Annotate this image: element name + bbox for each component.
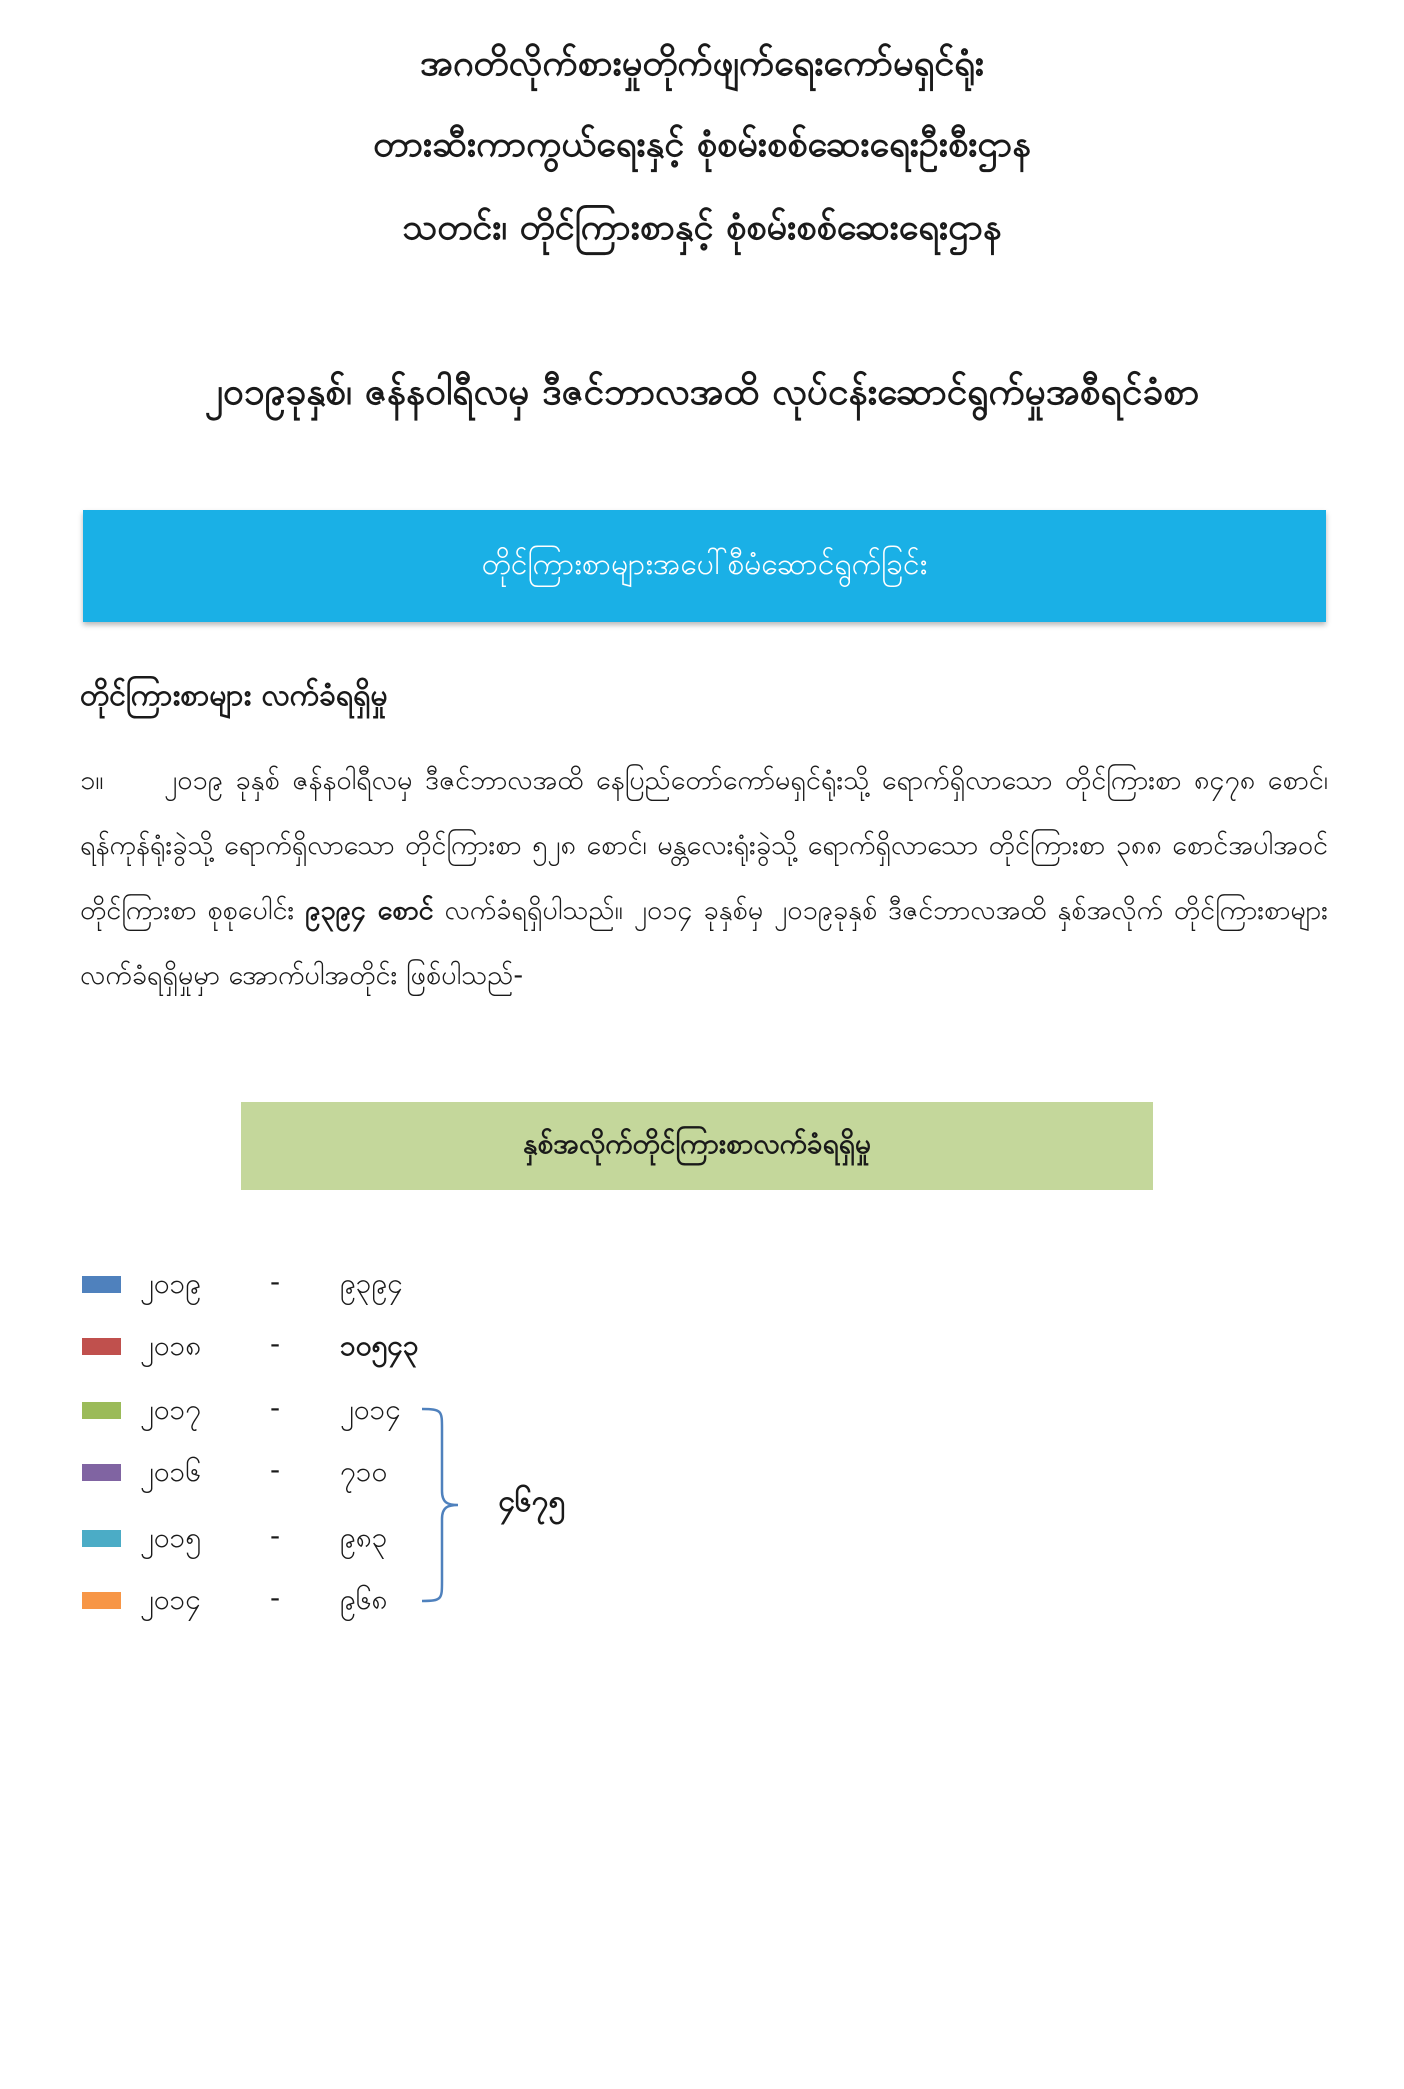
section-banner [83,510,1326,622]
legend-row [80,1320,500,1370]
legend-swatch [82,1338,121,1355]
legend-row [80,1258,500,1308]
yearly-subtitle-box [241,1102,1153,1190]
organization-name: အဂတိလိုက်စားမှုတိုက်ဖျက်ရေးကော်မရှင်ရုံး [419,43,985,84]
legend-year: ၂၀၁၆ [140,1455,202,1488]
section-name: သတင်း၊ တိုင်ကြားစာနှင့် စုံစမ်းစစ်ဆေးရေးဌာန [402,207,1002,248]
legend-swatch [82,1402,121,1419]
legend-value: ၇၁၀ [340,1455,388,1488]
legend-year: ၂၀၁၅ [140,1521,202,1554]
legend-dash: - [270,1265,281,1298]
yearly-subtitle: နှစ်အလိုက်တိုင်ကြားစာလက်ခံရရှိမှု [523,1127,871,1160]
legend-swatch [82,1464,121,1481]
legend-year: ၂၀၁၇ [140,1393,202,1426]
paragraph-total: ၉၃၉၄ စောင် [305,895,434,926]
legend-value: ၂၀၁၄ [340,1393,402,1426]
department-name: တားဆီးကာကွယ်ရေးနှင့် စုံစမ်းစစ်ဆေးရေးဦးစီးဌာန [373,124,1031,165]
legend-value: ၉၈၃ [340,1521,388,1554]
legend-dash: - [270,1391,281,1424]
legend-dash: - [270,1519,281,1552]
legend-year: ၂၀၁၈ [140,1329,202,1362]
legend-swatch [82,1592,121,1609]
legend-dash: - [270,1327,281,1360]
paragraph-text-after: လက်ခံရရှိပါသည်။ ၂၀၁၄ ခုနှစ်မှ ၂၀၁၉ခုနှစ် ဒီဇင်ဘာလအထိ နှစ်အလိုက် တိုင်ကြားစာများ လက်ခံရရှိမှုမှာ အောက်ပါအတိုင်း ဖြစ်ပါသည်- [80,895,1328,991]
legend-dash: - [270,1581,281,1614]
grouping-brace [418,1405,488,1605]
legend-value: ၉၃၉၄ [340,1267,403,1300]
legend-year: ၂၀၁၉ [140,1267,202,1300]
legend-value: ၁၀၅၄၃ [340,1329,419,1362]
paragraph-text-before: ၂၀၁၉ ခုနှစ် ဇန်နဝါရီလမှ ဒီဇင်ဘာလအထိ နေပြည်တော်ကော်မရှင်ရုံးသို့ ရောက်ရှိလာသော တိုင်ကြားစာ ၈၄၇၈ စောင်၊ ရန်ကုန်ရုံးခွဲသို့ ရောက်ရှိလာသော တိုင်ကြားစာ ၅၂၈ စောင်၊ မန္တလေးရုံးခွဲသို့ ရောက်ရှိလာသော တိုင်ကြားစာ ၃၈၈ စောင်အပါအဝင် တိုင်ကြားစာ စုစုပေါင်း [80,765,1328,926]
report-title: ၂၀၁၉ခုနှစ်၊ ဇန်နဝါရီလမှ ဒီဇင်ဘာလအထိ လုပ်ငန်းဆောင်ရွက်မှုအစီရင်ခံစာ [204,370,1200,413]
legend-swatch [82,1530,121,1547]
banner-title: တိုင်ကြားစာများအပေါ်စီမံဆောင်ရွက်ခြင်း [481,546,928,582]
group-total: ၄၆၇၅ [498,1484,566,1519]
legend-year: ၂၀၁၄ [140,1583,202,1616]
section-heading: တိုင်ကြားစာများ လက်ခံရရှိမှု [80,678,388,713]
paragraph-number: ၁။ [80,765,104,796]
body-paragraph [80,748,1328,1008]
legend-dash: - [270,1453,281,1486]
legend-swatch [82,1276,121,1293]
legend-value: ၉၆၈ [340,1583,388,1616]
